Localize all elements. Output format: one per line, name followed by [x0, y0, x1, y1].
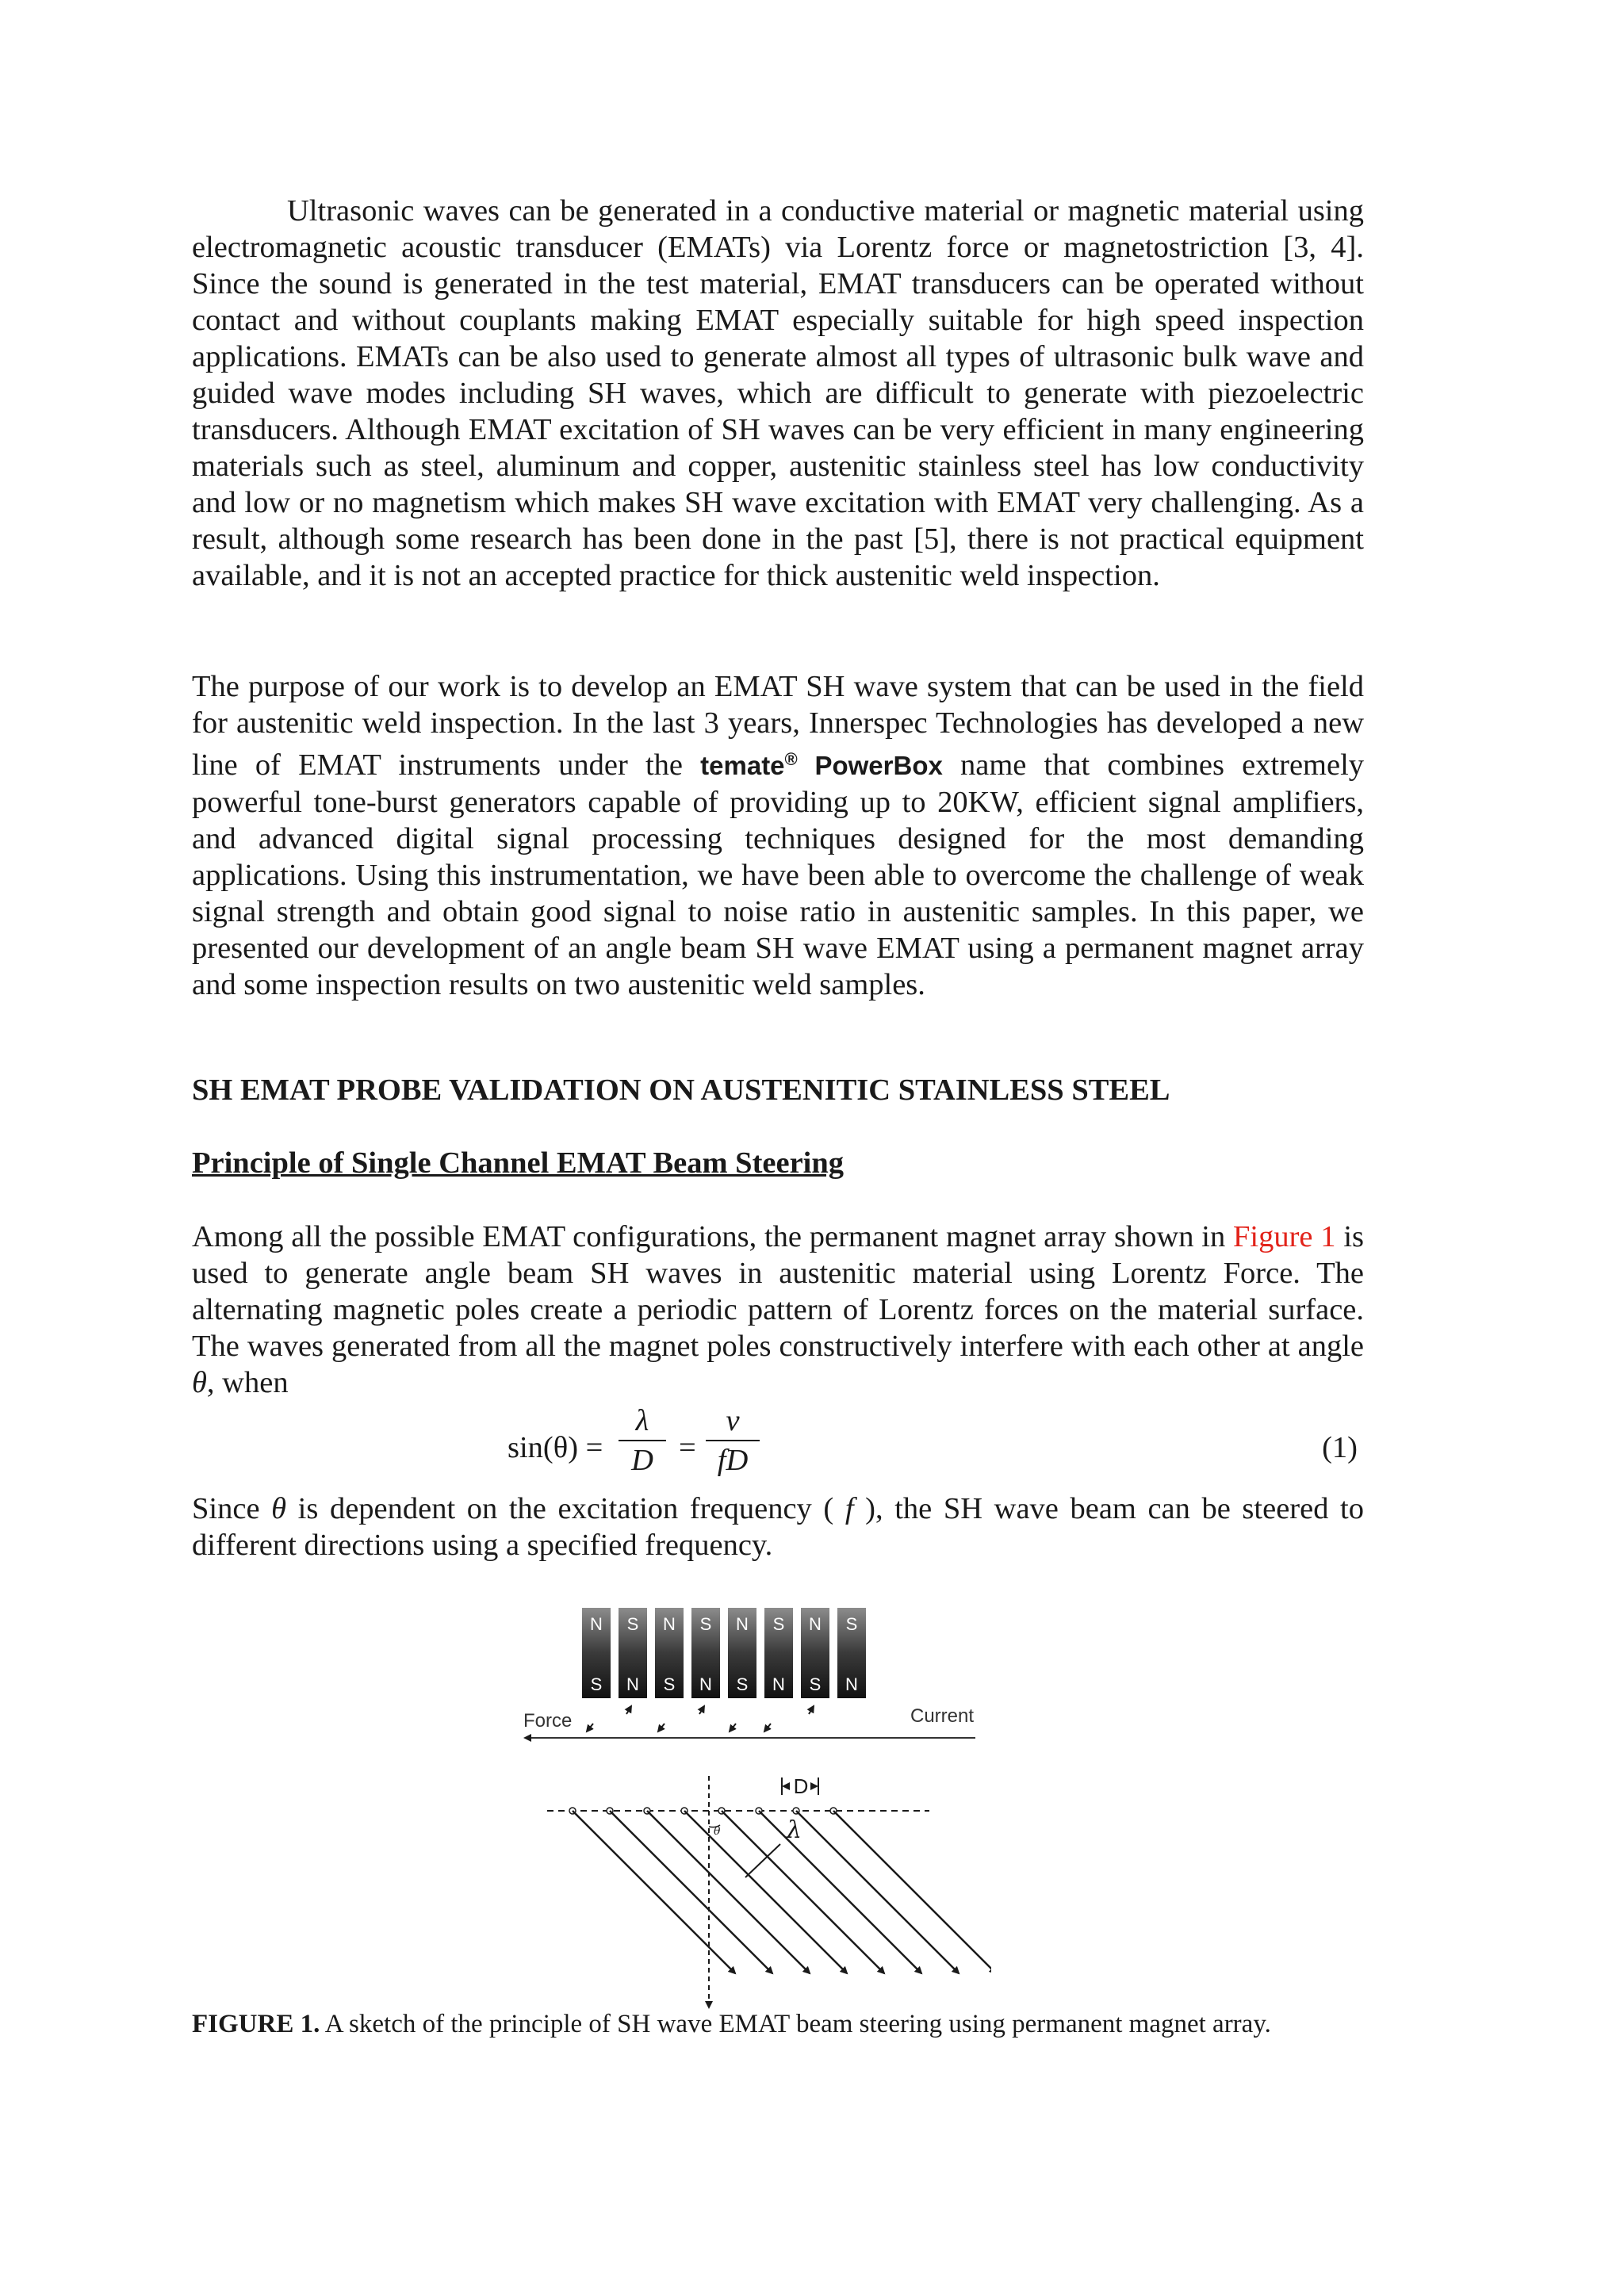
- magnet-pole-top-label: N: [590, 1614, 603, 1634]
- magnet-pole-bottom-label: S: [809, 1674, 822, 1694]
- theta-symbol: θ: [192, 1366, 207, 1399]
- magnet-pole: [764, 1608, 793, 1698]
- paragraph-magnet-array: Among all the possible EMAT configurations, the permanent magnet array shown in Figure 1 is used to generate angle beam SH waves in austenitic material using Lorentz Force. The alternating magnetic poles create a periodic pattern of Lorentz forces on the material surface. The waves generated from all the magnet poles constructively interfere with each other at angle θ, when: [192, 1220, 1364, 1399]
- magnet-pole-bottom-label: S: [736, 1674, 749, 1694]
- wave-ray: [647, 1811, 810, 1973]
- magnet-pole-bottom-label: S: [663, 1674, 676, 1694]
- figure-caption: [192, 2010, 1364, 2039]
- caption-label: FIGURE 1.: [192, 2010, 320, 2038]
- magnet-pole-top-label: S: [626, 1614, 639, 1634]
- wave-ray: [722, 1811, 884, 1973]
- magnet-pole: [837, 1608, 866, 1698]
- magnet-pole: [582, 1608, 611, 1698]
- wavelength-marker: [745, 1844, 780, 1877]
- equation-lhs: sin(θ) =: [508, 1431, 603, 1464]
- caption-text: A sketch of the principle of SH wave EMAT beam steering using permanent magnet array.: [320, 2010, 1271, 2038]
- section-heading: SH EMAT PROBE VALIDATION ON AUSTENITIC STAINLESS STEEL: [192, 1073, 1170, 1107]
- wave-ray: [833, 1811, 991, 1973]
- spacing-d-label: D: [793, 1774, 809, 1798]
- angle-label: θ: [714, 1825, 721, 1838]
- paragraph-emat-intro: Ultrasonic waves can be generated in a conductive material or magnetic material using electromagnetic acoustic transducer (EMATs) via Lorentz force or magnetostriction [3, 4]. Since the sound is generated in the test material, EMAT transducers can be operated without contact and without couplants making EMAT especially suitable for high speed inspection applications. EMATs can be also used to generate almost all types of ultrasonic bulk wave and guided wave modes including SH waves, which are difficult to generate with piezoelectric transducers. Although EMAT excitation of SH waves can be very efficient in many engineering materials such as steel, aluminum and copper, austenitic stainless steel has low conductivity and low or no magnetism which makes SH wave excitation with EMAT very challenging. As a result, although some research has been done in the past [5], there is not practical equipment available, and it is not an accepted practice for thick austenitic weld inspection.: [192, 194, 1364, 592]
- magnet-pole-bottom-label: S: [590, 1674, 603, 1694]
- magnet-array: [582, 1608, 866, 1698]
- subsection-heading: Principle of Single Channel EMAT Beam Steering: [192, 1146, 845, 1180]
- wavelength-label: λ: [787, 1816, 802, 1844]
- current-label: Current: [910, 1705, 975, 1727]
- equation-1: [508, 1403, 1364, 1490]
- equation-number: (1): [1322, 1431, 1358, 1464]
- magnet-pole-bottom-label: N: [772, 1674, 785, 1694]
- paragraph-purpose-text-1: The purpose of our work is to develop an EMAT SH wave system that can be used in the field for austenitic weld inspection. In the last 3 years, Innerspec Technologies has developed a new line of EMAT instruments under the: [192, 670, 1364, 782]
- magnet-pole-bottom-label: N: [626, 1674, 639, 1694]
- wave-ray: [610, 1811, 772, 1973]
- wave-ray: [796, 1811, 959, 1973]
- magnet-pole-top-label: N: [663, 1614, 676, 1634]
- magnet-pole-top-label: N: [809, 1614, 822, 1634]
- magnet-pole-top-label: S: [772, 1614, 785, 1634]
- brand-temate: temate® PowerBox: [700, 749, 943, 780]
- magnet-pole-bottom-label: N: [699, 1674, 712, 1694]
- magnet-pole: [728, 1608, 756, 1698]
- wave-ray: [759, 1811, 921, 1973]
- magnet-pole-top-label: S: [845, 1614, 858, 1634]
- fraction-lambda-over-d: λ D: [619, 1403, 666, 1478]
- force-label: Force: [523, 1710, 573, 1732]
- equation-equals: =: [679, 1431, 696, 1464]
- paragraph-steering: Since θ is dependent on the excitation frequency ( f ), the SH wave beam can be steered to different directions using a specified frequency.: [192, 1492, 1364, 1562]
- figure-1-sketch: [515, 1601, 991, 2014]
- force-arrows: [587, 1706, 814, 1732]
- figure-1-link[interactable]: Figure 1: [1233, 1220, 1336, 1253]
- paragraph-purpose: [192, 668, 1364, 1003]
- magnet-pole: [655, 1608, 684, 1698]
- wave-ray: [573, 1811, 735, 1973]
- magnet-pole-bottom-label: N: [845, 1674, 858, 1694]
- fraction-v-over-fd: v fD: [706, 1403, 760, 1478]
- magnet-pole-top-label: N: [736, 1614, 749, 1634]
- magnet-pole: [619, 1608, 647, 1698]
- magnet-pole-top-label: S: [699, 1614, 712, 1634]
- wave-rays: [569, 1808, 991, 1973]
- paragraph-purpose-text-2: name that combines extremely powerful tone-burst generators capable of providing up to 20KW, efficient signal amplifiers, and advanced digital signal processing techniques designed for the most demanding applications. Using this instrumentation, we have been able to overcome the challenge of weak signal strength and obtain good signal to noise ratio in austenitic samples. In this paper, we presented our development of an angle beam SH wave EMAT using a permanent magnet array and some inspection results on two austenitic weld samples.: [192, 748, 1365, 1001]
- magnet-pole: [691, 1608, 720, 1698]
- magnet-pole: [801, 1608, 829, 1698]
